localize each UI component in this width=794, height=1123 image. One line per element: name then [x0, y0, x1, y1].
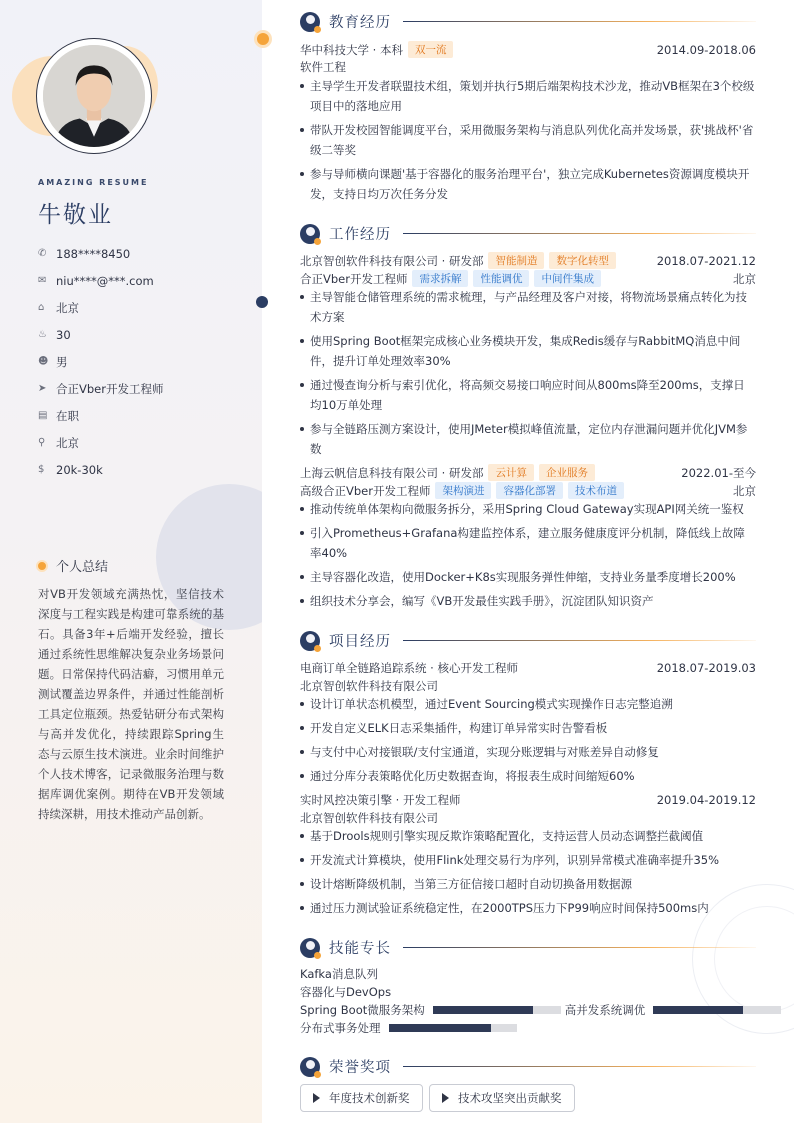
education-header: 华中科技大学 · 本科 双一流 2014.09-2018.06: [300, 42, 756, 57]
skill-item: 容器化与DevOps: [300, 985, 392, 999]
list-item: 与支付中心对接银联/支付宝通道，实现分账逻辑与对账差异自动修复: [300, 742, 756, 762]
tag: 云计算: [488, 464, 534, 481]
section-education: 教育经历: [300, 11, 756, 32]
bullet-dot-icon: [36, 560, 48, 572]
city: 北京: [733, 271, 756, 286]
mail-icon: ✉: [38, 275, 47, 286]
info-position: ➤ 合正Vber开发工程师: [38, 381, 164, 396]
divider: [403, 21, 756, 22]
info-phone: ✆ 188****8450: [38, 246, 131, 261]
person-photo-icon: [43, 45, 145, 147]
tag: 技术布道: [568, 482, 624, 499]
list-item: 基于Drools规则引擎实现反欺诈策略配置化，支持运营人员动态调整拦截阈值: [300, 826, 756, 846]
list-item: 使用Spring Boot框架完成核心业务模块开发，集成Redis缓存与RabbitMQ消息中间件，提升订单处理效率30%: [300, 331, 756, 371]
list-item: 参与全链路压测方案设计，使用JMeter模拟峰值流量，定位内存泄漏问题并优化JVM参数: [300, 419, 756, 459]
list-item: 开发自定义ELK日志采集插件，构建订单异常实时告警看板: [300, 718, 756, 738]
info-age: ♨ 30: [38, 327, 71, 342]
summary-heading: 个人总结: [36, 556, 108, 575]
play-icon: [313, 1093, 320, 1103]
play-icon: [442, 1093, 449, 1103]
contact-info-list: [38, 240, 163, 483]
info-email: ✉ niu****@***.com: [38, 273, 154, 288]
briefcase-icon: ▤: [38, 410, 48, 421]
period: 2014.09-2018.06: [656, 42, 756, 57]
list-item: 设计订单状态机模型，通过Event Sourcing模式实现操作日志完整追溯: [300, 694, 756, 714]
tag: 架构演进: [435, 482, 491, 499]
info-gender: ☻ 男: [38, 354, 68, 369]
skill-bar-fill: [433, 1006, 533, 1014]
job-header: 北京智创软件科技有限公司 · 研发部 智能制造 数字化转型 2018.07-2021.12: [300, 253, 756, 268]
divider: [403, 640, 756, 641]
skill-bar: [653, 1006, 781, 1014]
period: 2018.07-2019.03: [656, 660, 756, 675]
avatar-photo: [43, 45, 145, 147]
award-badge: 年度技术创新奖: [300, 1084, 423, 1112]
divider: [403, 1066, 756, 1067]
divider: [403, 947, 756, 948]
section-projects: 项目经历: [300, 630, 756, 651]
skill-bar: [433, 1006, 561, 1014]
candidate-name: 牛敬业: [38, 202, 113, 228]
cake-icon: ♨: [38, 329, 47, 340]
skill-row: 分布式事务处理: [300, 1020, 521, 1036]
tag: 性能调优: [473, 270, 529, 287]
skill-row: Spring Boot微服务架构 高并发系统调优: [300, 1002, 785, 1018]
section-icon: [300, 1057, 320, 1077]
skill-bar-fill: [389, 1024, 491, 1032]
section-skills: 技能专长: [300, 937, 756, 958]
tag: 容器化部署: [496, 482, 563, 499]
list-item: 主导学生开发者联盟技术组，策划并执行5期后端架构技术沙龙，推动VB框架在3个校级项目中的落地应用: [300, 76, 756, 116]
city: 北京: [733, 483, 756, 498]
list-item: 推动传统单体架构向微服务拆分，采用Spring Cloud Gateway实现API网关统一鉴权: [300, 499, 756, 519]
tag: 中间件集成: [534, 270, 601, 287]
award-badge: 技术攻坚突出贡献奖: [429, 1084, 575, 1112]
job-role: 合正Vber开发工程师 需求拆解 性能调优 中间件集成 北京: [300, 271, 756, 286]
list-item: 设计熔断降级机制，当第三方征信接口超时自动切换备用数据源: [300, 874, 756, 894]
tag: 需求拆解: [412, 270, 468, 287]
list-item: 主导容器化改造，使用Docker+K8s实现服务弹性伸缩，支持业务量季度增长200%: [300, 567, 756, 587]
job-role: 高级合正Vber开发工程师 架构演进 容器化部署 技术布道 北京: [300, 483, 756, 498]
list-item: 通过慢查询分析与索引优化，将高频交易接口响应时间从800ms降至200ms，支撑日均10万单处理: [300, 375, 756, 415]
period: 2019.04-2019.12: [656, 792, 756, 807]
tag: 双一流: [408, 41, 454, 58]
avatar: [36, 38, 152, 154]
list-item: 带队开发校园智能调度平台，采用微服务架构与消息队列优化高并发场景，获'挑战杯'省级二等奖: [300, 120, 756, 160]
decor-dot: [254, 30, 272, 48]
list-item: 引入Prometheus+Grafana构建监控体系，建立服务健康度评分机制，降低线上故障率40%: [300, 523, 756, 563]
section-icon: [300, 224, 320, 244]
skill-bar-fill: [653, 1006, 743, 1014]
info-salary: $ 20k-30k: [38, 462, 103, 477]
info-home: ⌂ 北京: [38, 300, 79, 315]
tag: 智能制造: [488, 252, 544, 269]
list-item: 组织技术分享会，编写《VB开发最佳实践手册》，沉淀团队知识资产: [300, 591, 756, 611]
tag: 企业服务: [539, 464, 595, 481]
section-icon: [300, 631, 320, 651]
project-header: 电商订单全链路追踪系统 · 核心开发工程师 2018.07-2019.03: [300, 660, 756, 675]
salary-icon: $: [38, 464, 45, 475]
project-header: 实时风控决策引擎 · 开发工程师 2019.04-2019.12: [300, 792, 756, 807]
list-item: 通过压力测试验证系统稳定性，在2000TPS压力下P99响应时间保持500ms内: [300, 898, 756, 918]
location-icon: ⚲: [38, 437, 46, 448]
info-status: ▤ 在职: [38, 408, 79, 423]
sidebar: [0, 0, 262, 1123]
period: 2022.01-至今: [681, 465, 756, 480]
list-item: 开发流式计算模块，使用Flink处理交易行为序列，识别异常模式准确率提升35%: [300, 850, 756, 870]
project-company: 北京智创软件科技有限公司: [300, 678, 438, 693]
skill-bar: [389, 1024, 517, 1032]
decor-dot: [256, 296, 268, 308]
job-header: 上海云帆信息科技有限公司 · 研发部 云计算 企业服务 2022.01-至今: [300, 465, 756, 480]
list-item: 主导智能仓储管理系统的需求梳理，与产品经理及客户对接，将物流场景痛点转化为技术方案: [300, 287, 756, 327]
section-icon: [300, 12, 320, 32]
section-icon: [300, 938, 320, 958]
list-item: 参与导师横向课题'基于容器化的服务治理平台'，独立完成Kubernetes资源调度模块开发，支持日均万次任务分发: [300, 164, 756, 204]
skill-item: Kafka消息队列: [300, 967, 378, 981]
summary-text: 对VB开发领域充满热忱，坚信技术深度与工程实践是构建可靠系统的基石。具备3年+后端开发经验，擅长通过系统性思维解决复杂业务场景问题。日常保持代码洁癖，习惯用单元测试覆盖边界条件，并通过性能剖析工具定位瓶颈。热爱钻研分布式架构与高并发优化，持续跟踪Spring生态与云原生技术演进。业余时间维护个人技术博客，记录微服务治理与数据库调优案例。期待在VB开发领域持续深耕，用技术推动产品创新。: [38, 587, 224, 821]
major: 软件工程: [300, 59, 346, 74]
send-icon: ➤: [38, 383, 47, 394]
section-awards: 荣誉奖项: [300, 1056, 756, 1077]
phone-icon: ✆: [38, 248, 47, 259]
period: 2018.07-2021.12: [656, 253, 756, 268]
info-location: ⚲ 北京: [38, 435, 79, 450]
tagline: AMAZING RESUME: [38, 178, 149, 187]
list-item: 通过分库分表策略优化历史数据查询，将报表生成时间缩短60%: [300, 766, 756, 786]
tag: 数字化转型: [549, 252, 616, 269]
gender-icon: ☻: [38, 356, 49, 367]
home-icon: ⌂: [38, 302, 45, 313]
divider: [403, 233, 756, 234]
project-company: 北京智创软件科技有限公司: [300, 810, 438, 825]
section-work: 工作经历: [300, 223, 756, 244]
